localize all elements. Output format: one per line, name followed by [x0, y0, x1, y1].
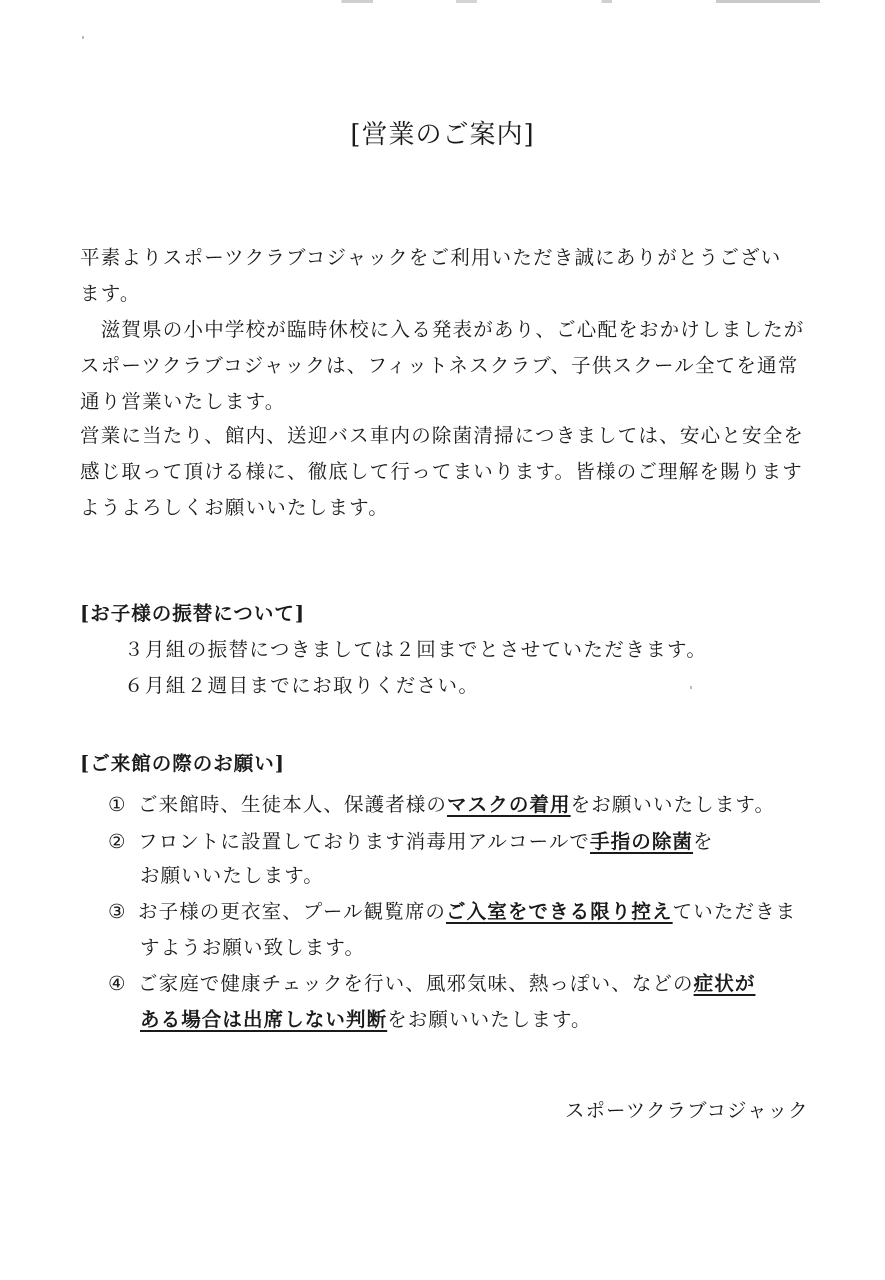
item-emphasis: ご入室をできる限り控え: [446, 900, 673, 923]
text-line: ようよろしくお願いいたします。: [80, 496, 389, 519]
request-item-3-continued: すようお願い致します。: [140, 936, 366, 959]
item-emphasis: 手指の除菌: [590, 830, 694, 853]
page-title: [営業のご案内]: [350, 120, 535, 150]
item-text: をお願いいたします。: [570, 793, 776, 816]
text-line: 感じ取って頂ける様に、徹底して行ってまいります。皆様のご理解を賜ります: [80, 460, 803, 483]
item-text: を: [693, 830, 714, 853]
item-text: フロントに設置しております消毒用アルコールで: [138, 830, 591, 853]
signature: スポーツクラブコジャック: [565, 1099, 809, 1122]
text-line: 平素よりスポーツクラブコジャックをご利用いただき誠にありがとうござい: [80, 246, 782, 269]
requests-heading: [ご来館の際のお願い]: [80, 752, 285, 775]
scan-speck: [82, 36, 84, 39]
item-number: ②: [108, 830, 127, 853]
scan-speck: [690, 686, 692, 689]
item-number: ①: [108, 793, 127, 816]
request-item-1: [108, 787, 828, 822]
item-emphasis: ある場合は出席しない判断: [140, 1008, 388, 1031]
makeup-line-2: ６月組２週目までにお取りください。: [124, 674, 480, 697]
item-text: お子様の更衣室、プール観覧席の: [138, 900, 447, 923]
request-item-2: [108, 824, 828, 859]
item-number: ③: [108, 900, 127, 923]
intro-paragraph-3: [80, 418, 825, 526]
request-item-4-continued: [140, 1004, 592, 1032]
item-emphasis: 症状が: [693, 972, 756, 995]
item-text: ご家庭で健康チェックを行い、風邪気味、熱っぽい、などの: [138, 972, 694, 995]
item-emphasis: マスクの着用: [447, 793, 571, 816]
text-line: 滋賀県の小中学校が臨時休校に入る発表があり、ご心配をおかけしましたが: [80, 318, 805, 341]
item-text: をお願いいたします。: [387, 1008, 592, 1031]
intro-paragraph-1: [80, 240, 825, 312]
scan-artifact: [300, 0, 820, 3]
text-line: ます。: [80, 282, 141, 305]
makeup-heading: [お子様の振替について]: [80, 602, 306, 625]
makeup-line-1: ３月組の振替につきましては２回までとさせていただきます。: [124, 638, 708, 661]
item-text: ていただきま: [672, 900, 797, 923]
item-text: ご来館時、生徒本人、保護者様の: [138, 793, 448, 816]
request-item-2-continued: お願いいたします。: [140, 864, 324, 887]
request-item-3: [108, 894, 828, 929]
text-line: スポーツクラブコジャックは、フィットネスクラブ、子供スクール全てを通常: [80, 354, 799, 377]
request-item-4: [108, 966, 828, 1001]
text-line: 通り営業いたします。: [80, 390, 286, 413]
intro-paragraph-2: [80, 312, 825, 420]
text-line: 営業に当たり、館内、送迎バス車内の除菌清掃につきましては、安心と安全を: [80, 424, 805, 447]
item-number: ④: [108, 972, 127, 995]
